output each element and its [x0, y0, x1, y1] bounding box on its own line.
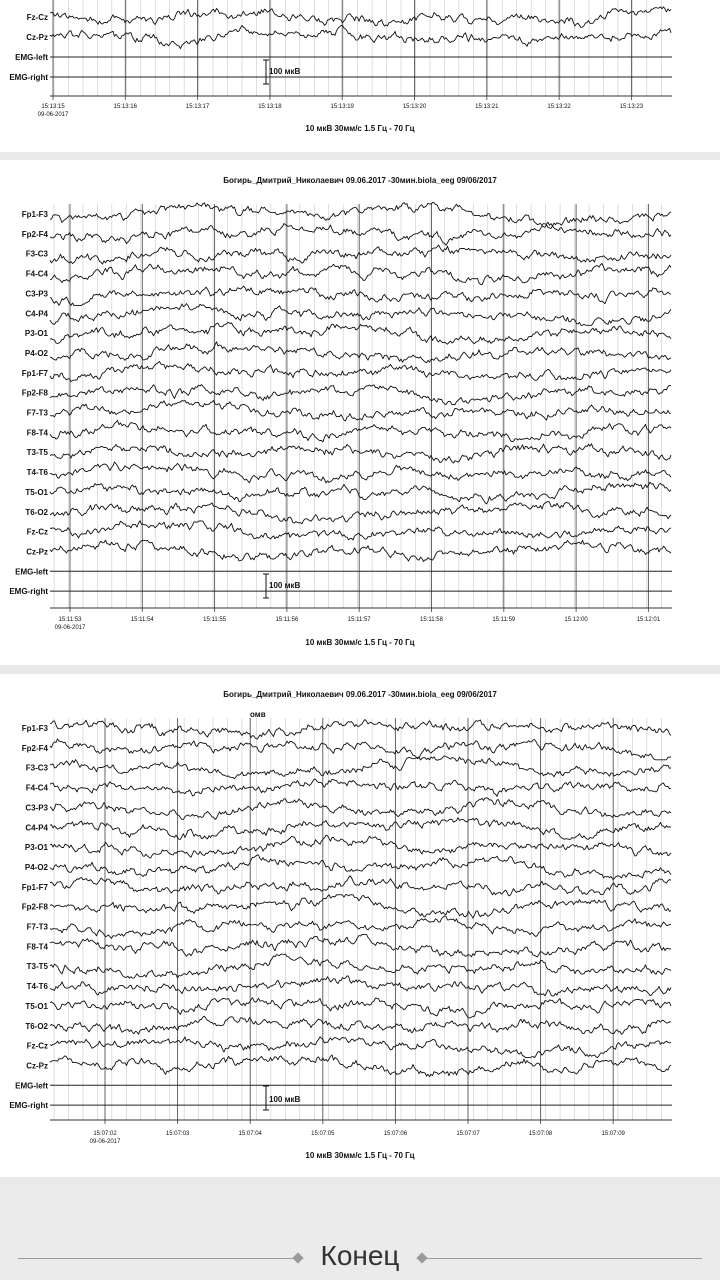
channel-label: EMG-left [15, 567, 48, 577]
channel-label: Fp1-F3 [21, 210, 48, 219]
eeg-trace [50, 756, 671, 779]
recording-settings: 10 мкВ 30мм/с 1.5 Гц - 70 Гц [305, 638, 415, 647]
time-label: 15:11:57 [347, 617, 371, 623]
channel-label: Fp2-F8 [21, 902, 48, 912]
eeg-trace [50, 1055, 671, 1077]
eeg-trace [50, 976, 671, 996]
eeg-trace [50, 779, 671, 796]
channel-label: F8-T4 [26, 942, 48, 952]
eeg-trace [50, 876, 671, 896]
grid-minor [54, 718, 661, 1120]
channel-label: P3-O1 [24, 843, 48, 853]
channel-label: P4-O2 [24, 348, 48, 358]
channel-label: F7-T3 [26, 408, 48, 418]
channel-label: Fp2-F4 [21, 743, 48, 753]
eeg-trace-area-3 [0, 674, 720, 1177]
eeg-trace [50, 482, 671, 504]
time-label: 15:13:20 [402, 104, 427, 110]
time-label: 15:12:00 [564, 617, 588, 623]
time-label: 15:07:06 [383, 1131, 408, 1137]
channel-label: Fz-Cz [26, 13, 48, 22]
eeg-trace [50, 818, 671, 840]
channel-label: F8-T4 [26, 428, 48, 438]
eeg-trace [50, 1037, 671, 1058]
eeg-page-3 [0, 674, 720, 1177]
channel-label: C3-P3 [25, 803, 48, 813]
eeg-trace [50, 224, 671, 246]
time-label: 15:13:15 [41, 104, 65, 110]
channel-label: C3-P3 [25, 289, 48, 299]
eeg-trace [50, 26, 671, 49]
eeg-trace [50, 521, 671, 540]
channel-label: Fp1-F7 [21, 368, 48, 378]
time-label: 15:11:53 [58, 617, 82, 623]
channel-label: T3-T5 [26, 962, 48, 972]
channel-label: T5-O1 [25, 487, 48, 497]
time-label: 15:12:01 [636, 617, 661, 623]
channel-label: EMG-left [15, 53, 48, 62]
grid-minor [54, 0, 661, 96]
channel-label: Fz-Cz [26, 1041, 48, 1051]
eeg-trace [50, 855, 671, 879]
eeg-trace [50, 954, 671, 978]
time-label: 15:13:22 [547, 104, 571, 110]
channel-label: F4-C4 [25, 269, 48, 279]
channel-label: EMG-right [9, 1101, 48, 1111]
recording-title: Богирь_Дмитрий_Николаевич 09.06.2017 -30мин.biola_eeg 09/06/2017 [223, 176, 497, 185]
eeg-trace [50, 7, 671, 28]
calibration-label: 100 мкВ [269, 1095, 301, 1104]
time-label: 15:13:19 [330, 104, 354, 110]
time-label: 15:07:07 [456, 1131, 480, 1137]
channel-label: EMG-right [9, 587, 48, 597]
eeg-trace [50, 322, 671, 344]
channel-label: Fp2-F8 [21, 388, 48, 398]
channel-label: T4-T6 [26, 468, 48, 478]
time-label: 15:11:55 [203, 617, 227, 623]
channel-label: F3-C3 [25, 249, 48, 259]
eeg-trace [50, 385, 671, 405]
date-label: 09-06-2017 [37, 112, 69, 118]
divider-right [426, 1258, 702, 1259]
recording-title: Богирь_Дмитрий_Николаевич 09.06.2017 -30мин.biola_eeg 09/06/2017 [223, 690, 497, 699]
channel-label: C4-P4 [25, 823, 48, 833]
eeg-trace [50, 245, 671, 264]
time-label: 15:13:17 [185, 104, 210, 110]
channel-label: C4-P4 [25, 309, 48, 319]
channel-label: T3-T5 [26, 448, 48, 458]
end-label: Конец [320, 1240, 400, 1271]
eeg-trace [50, 720, 671, 740]
time-label: 15:07:08 [528, 1131, 553, 1137]
channel-label: EMG-right [9, 73, 48, 82]
time-label: 15:07:05 [311, 1131, 335, 1137]
grid-minor [54, 204, 661, 608]
eeg-trace [50, 934, 671, 956]
time-label: 15:11:54 [130, 617, 154, 623]
date-label: 09-06-2017 [54, 625, 86, 631]
channel-label: T6-O2 [25, 1021, 48, 1031]
eeg-trace [50, 401, 671, 421]
channel-label: P4-O2 [24, 862, 48, 872]
eeg-trace [50, 895, 671, 919]
time-label: 15:07:03 [165, 1131, 190, 1137]
eeg-trace [50, 286, 671, 305]
channel-label: EMG-left [15, 1081, 48, 1091]
eeg-trace [50, 739, 671, 760]
channel-label: Cz-Pz [26, 33, 48, 42]
recording-settings: 10 мкВ 30мм/с 1.5 Гц - 70 Гц [305, 124, 415, 133]
channel-label: Fz-Cz [26, 527, 48, 537]
time-label: 15:07:04 [238, 1131, 262, 1137]
channel-label: F3-C3 [25, 763, 48, 773]
eeg-trace [50, 916, 671, 939]
end-of-document [0, 1184, 720, 1280]
time-label: 15:13:18 [258, 104, 282, 110]
date-label: 09-06-2017 [89, 1139, 121, 1145]
channel-label: P3-O1 [24, 329, 48, 339]
channel-label: Fp1-F3 [21, 724, 48, 733]
time-label: 15:07:02 [93, 1131, 117, 1137]
time-label: 15:13:21 [475, 104, 499, 110]
eeg-trace [50, 501, 671, 524]
eeg-trace [50, 304, 671, 326]
channel-label: T6-O2 [25, 507, 48, 517]
calibration-label: 100 мкВ [269, 67, 301, 76]
recording-settings: 10 мкВ 30мм/с 1.5 Гц - 70 Гц [305, 1151, 415, 1160]
eeg-trace [50, 835, 671, 858]
eeg-page-2 [0, 160, 720, 665]
channel-label: T5-O1 [25, 1001, 48, 1011]
time-label: 15:11:58 [420, 617, 443, 623]
annotation-note: омв [250, 710, 266, 719]
time-label: 15:11:59 [492, 617, 516, 623]
eeg-trace-area-2 [0, 160, 720, 665]
eeg-trace [50, 798, 671, 820]
eeg-trace [50, 420, 671, 442]
time-label: 15:07:09 [601, 1131, 625, 1137]
eeg-trace [50, 361, 671, 381]
eeg-trace [50, 444, 671, 463]
channel-label: F7-T3 [26, 922, 48, 932]
calibration-label: 100 мкВ [269, 581, 301, 590]
channel-label: F4-C4 [25, 783, 48, 793]
time-label: 15:13:23 [619, 104, 644, 110]
eeg-page-1 [0, 0, 720, 152]
eeg-trace [50, 540, 671, 561]
eeg-trace [50, 264, 671, 285]
time-label: 15:13:16 [113, 104, 137, 110]
eeg-trace [50, 462, 671, 483]
eeg-trace [50, 203, 671, 227]
eeg-trace [50, 342, 671, 363]
channel-label: Fp2-F4 [21, 229, 48, 239]
eeg-trace [50, 1016, 671, 1034]
channel-label: Cz-Pz [26, 547, 48, 557]
channel-label: Cz-Pz [26, 1061, 48, 1071]
eeg-trace [50, 998, 671, 1018]
time-label: 15:11:56 [275, 617, 299, 623]
channel-label: Fp1-F7 [21, 882, 48, 892]
channel-label: T4-T6 [26, 982, 48, 992]
